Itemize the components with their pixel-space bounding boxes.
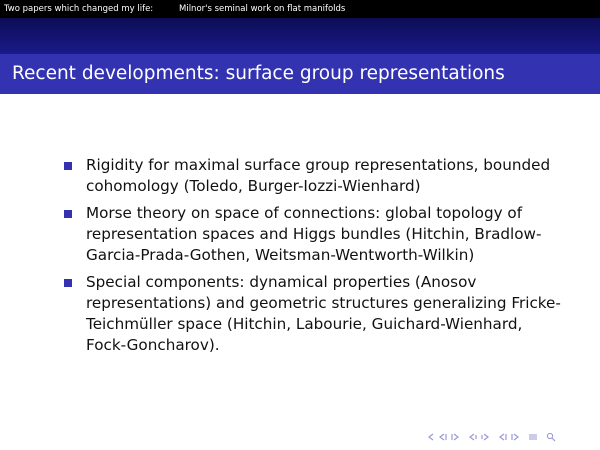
list-item xyxy=(64,203,564,266)
next-frame-icon[interactable] xyxy=(450,432,460,442)
bullet-square-icon xyxy=(64,210,72,218)
prev-subsection-icon[interactable] xyxy=(468,432,478,442)
list-item xyxy=(64,155,564,197)
list-item-text: Special components: dynamical properties (Anosov representations) and geometric structures generalizing Fricke-Teichmüller space (Hitchin, Labourie, Guichard-Wienhard, Fock-Goncharov). xyxy=(86,273,561,354)
bullet-list xyxy=(64,155,564,362)
bullet-square-icon xyxy=(64,279,72,287)
talk-title: Two papers which changed my life: xyxy=(4,4,154,14)
prev-frame-icon[interactable] xyxy=(438,432,448,442)
slide-title: Recent developments: surface group representations xyxy=(0,54,600,94)
header-band xyxy=(0,18,600,54)
headline-bar xyxy=(0,0,600,18)
first-frame-icon[interactable] xyxy=(426,432,436,442)
next-subsection-icon[interactable] xyxy=(480,432,490,442)
next-section-icon[interactable] xyxy=(510,432,520,442)
search-icon[interactable] xyxy=(546,432,556,442)
bullet-square-icon xyxy=(64,162,72,170)
list-item xyxy=(64,272,564,356)
align-icon[interactable] xyxy=(528,432,538,442)
list-item-text: Morse theory on space of connections: global topology of representation spaces and Higgs bundles (Hitchin, Bradlow-Garcia-Prada-Gothen, Weitsman-Wentworth-Wilkin) xyxy=(86,204,542,264)
prev-section-icon[interactable] xyxy=(498,432,508,442)
navigation-bar xyxy=(426,431,556,443)
section-title: Milnor's seminal work on flat manifolds xyxy=(179,4,346,14)
list-item-text: Rigidity for maximal surface group representations, bounded cohomology (Toledo, Burger-Iozzi-Wienhard) xyxy=(86,156,551,195)
